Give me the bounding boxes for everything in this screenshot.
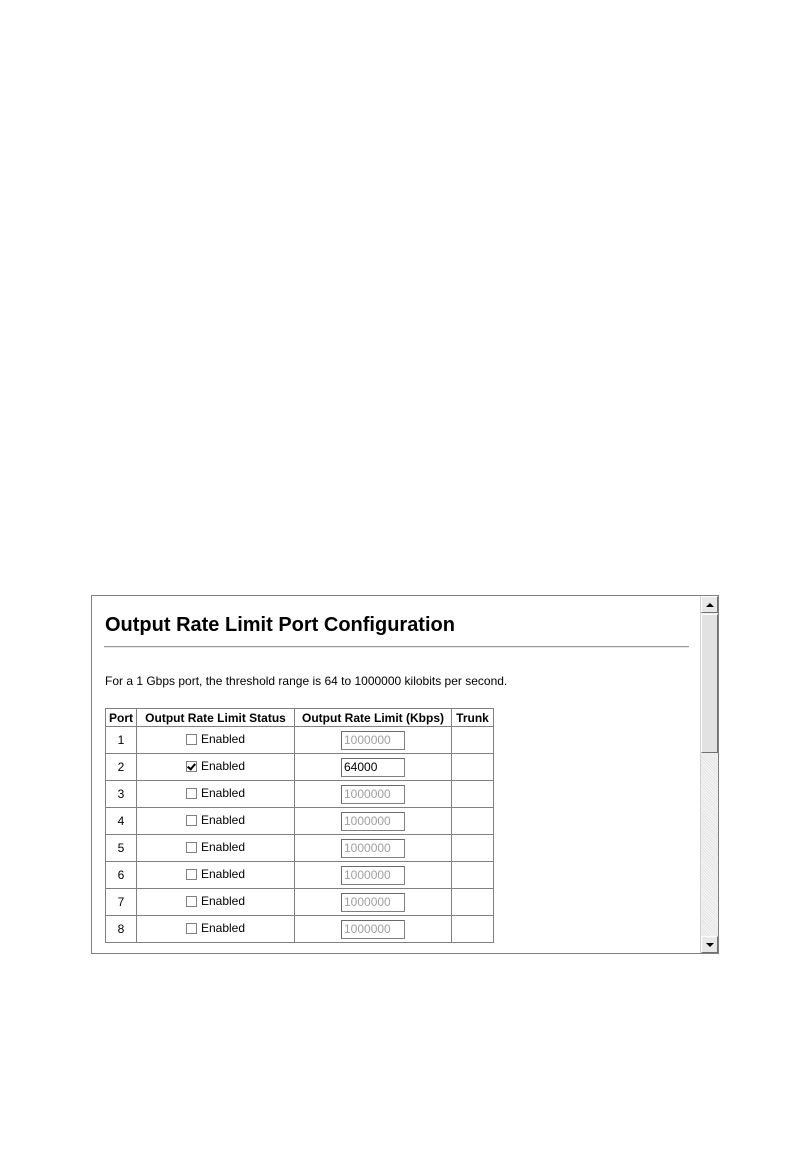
limit-cell (295, 862, 452, 889)
enabled-control[interactable] (186, 840, 245, 854)
enabled-checkbox[interactable] (186, 842, 197, 853)
trunk-cell (452, 835, 494, 862)
table-row (106, 835, 494, 862)
port-number: 1 (106, 727, 137, 754)
table-row (106, 781, 494, 808)
limit-cell (295, 781, 452, 808)
rate-limit-input[interactable]: 1000000 (341, 920, 405, 939)
enabled-control[interactable] (186, 894, 245, 908)
enabled-checkbox[interactable] (186, 923, 197, 934)
rate-limit-input[interactable]: 1000000 (341, 731, 405, 750)
enabled-checkbox[interactable] (186, 896, 197, 907)
rate-limit-input[interactable]: 1000000 (341, 866, 405, 885)
trunk-cell (452, 754, 494, 781)
table-row (106, 916, 494, 943)
status-cell (137, 835, 295, 862)
enabled-label: Enabled (200, 813, 246, 828)
header-limit: Output Rate Limit (Kbps) (295, 709, 452, 727)
status-cell (137, 808, 295, 835)
enabled-label: Enabled (200, 867, 246, 882)
status-cell (137, 781, 295, 808)
scroll-up-button[interactable] (701, 596, 718, 613)
enabled-checkbox[interactable] (186, 734, 197, 745)
vertical-scrollbar[interactable] (700, 596, 718, 953)
enabled-checkbox[interactable] (186, 815, 197, 826)
port-config-table (105, 708, 494, 943)
limit-cell (295, 916, 452, 943)
enabled-checkbox[interactable] (186, 761, 197, 772)
enabled-label: Enabled (200, 759, 246, 774)
limit-cell (295, 727, 452, 754)
rate-limit-input[interactable]: 1000000 (341, 785, 405, 804)
enabled-label: Enabled (200, 894, 246, 909)
table-header-row (106, 709, 494, 727)
trunk-cell (452, 781, 494, 808)
header-port: Port (106, 709, 137, 727)
enabled-label: Enabled (200, 732, 246, 747)
status-cell (137, 754, 295, 781)
header-trunk: Trunk (452, 709, 494, 727)
enabled-label: Enabled (200, 921, 246, 936)
status-cell (137, 916, 295, 943)
arrow-up-icon (706, 603, 714, 607)
port-number: 8 (106, 916, 137, 943)
table-row (106, 754, 494, 781)
enabled-control[interactable] (186, 759, 245, 773)
arrow-down-icon (706, 943, 714, 947)
port-number: 5 (106, 835, 137, 862)
enabled-checkbox[interactable] (186, 788, 197, 799)
port-number: 4 (106, 808, 137, 835)
trunk-cell (452, 916, 494, 943)
header-status: Output Rate Limit Status (137, 709, 295, 727)
status-cell (137, 862, 295, 889)
title-divider (104, 646, 689, 648)
table-row (106, 808, 494, 835)
status-cell (137, 889, 295, 916)
status-cell (137, 727, 295, 754)
port-number: 7 (106, 889, 137, 916)
rate-limit-input[interactable]: 1000000 (341, 893, 405, 912)
enabled-checkbox[interactable] (186, 869, 197, 880)
enabled-control[interactable] (186, 921, 245, 935)
trunk-cell (452, 727, 494, 754)
port-number: 3 (106, 781, 137, 808)
trunk-cell (452, 808, 494, 835)
rate-limit-input[interactable]: 1000000 (341, 812, 405, 831)
enabled-label: Enabled (200, 786, 246, 801)
trunk-cell (452, 889, 494, 916)
enabled-control[interactable] (186, 732, 245, 746)
table-row (106, 727, 494, 754)
scrollbar-thumb[interactable] (701, 614, 718, 753)
port-number: 6 (106, 862, 137, 889)
port-number: 2 (106, 754, 137, 781)
rate-limit-input[interactable]: 1000000 (341, 839, 405, 858)
scroll-down-button[interactable] (701, 936, 718, 953)
enabled-label: Enabled (200, 840, 246, 855)
threshold-description: For a 1 Gbps port, the threshold range is 64 to 1000000 kilobits per second. (105, 674, 508, 688)
limit-cell (295, 754, 452, 781)
table-row (106, 889, 494, 916)
limit-cell (295, 835, 452, 862)
page-title: Output Rate Limit Port Configuration (105, 614, 455, 636)
enabled-control[interactable] (186, 813, 245, 827)
enabled-control[interactable] (186, 867, 245, 881)
content-area (92, 596, 700, 953)
trunk-cell (452, 862, 494, 889)
limit-cell (295, 808, 452, 835)
limit-cell (295, 889, 452, 916)
table-row (106, 862, 494, 889)
browser-window (91, 595, 719, 954)
rate-limit-input[interactable]: 64000 (341, 758, 405, 777)
enabled-control[interactable] (186, 786, 245, 800)
